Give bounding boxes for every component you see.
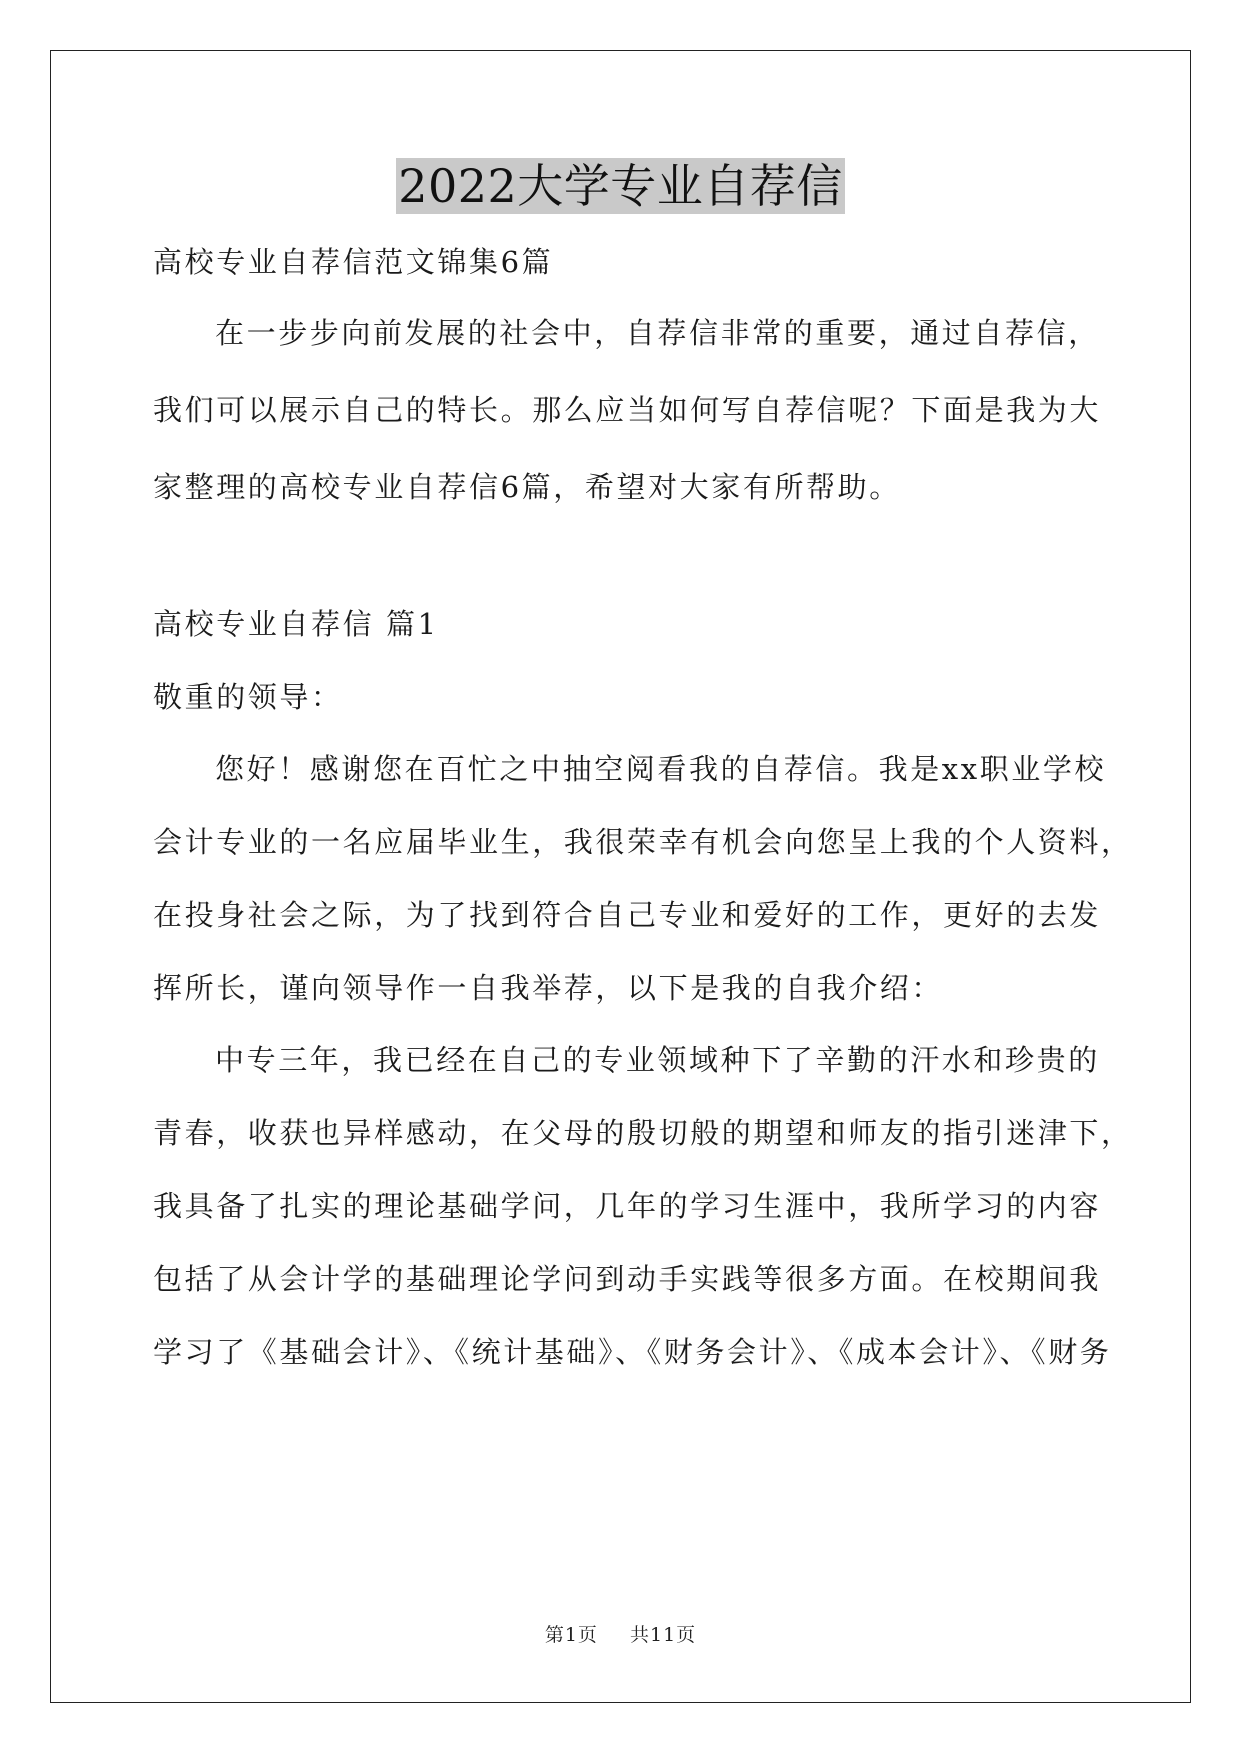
page-total: 共11页 xyxy=(630,1624,697,1646)
paragraph-2-line-3: 我具备了扎实的理论基础学问，几年的学习生涯中，我所学习的内容 xyxy=(153,1189,1102,1223)
page-number: 第1页 xyxy=(544,1624,598,1646)
intro-paragraph xyxy=(153,313,1101,544)
intro-line-3: 家整理的高校专业自荐信6篇，希望对大家有所帮助。 xyxy=(153,470,901,504)
paragraph-2-line-2: 青春，收获也异样感动，在父母的殷切般的期望和师友的指引迷津下， xyxy=(153,1116,1133,1150)
paragraph-1-line-4: 挥所长，谨向领导作一自我举荐，以下是我的自我介绍： xyxy=(153,971,944,1005)
paragraph-2-line-5: 学习了《基础会计》、《统计基础》、《财务会计》、《成本会计》、《财务 xyxy=(153,1335,1112,1369)
paragraph-1-line-2: 会计专业的一名应届毕业生，我很荣幸有机会向您呈上我的个人资料， xyxy=(153,825,1133,859)
paragraph-2-line-1: 中专三年，我已经在自己的专业领域种下了辛勤的汗水和珍贵的 xyxy=(215,1043,1100,1077)
paragraph-2 xyxy=(153,1040,1133,1405)
intro-line-2: 我们可以展示自己的特长。那么应当如何写自荐信呢？下面是我为大 xyxy=(153,393,1102,427)
paragraph-2-line-4: 包括了从会计学的基础理论学问到动手实践等很多方面。在校期间我 xyxy=(153,1262,1102,1296)
document-title: 2022大学专业自荐信 xyxy=(398,159,843,213)
paragraph-1 xyxy=(153,749,1133,1041)
title-container xyxy=(0,158,1241,214)
salutation: 敬重的领导： xyxy=(153,680,343,714)
page-footer xyxy=(0,1620,1241,1647)
paragraph-1-line-3: 在投身社会之际，为了找到符合自己专业和爱好的工作，更好的去发 xyxy=(153,898,1102,932)
section-heading: 高校专业自荐信 篇1 xyxy=(153,607,439,641)
subtitle: 高校专业自荐信范文锦集6篇 xyxy=(153,245,554,279)
paragraph-1-line-1: 您好！感谢您在百忙之中抽空阅看我的自荐信。我是xx职业学校 xyxy=(215,752,1107,786)
intro-line-1: 在一步步向前发展的社会中，自荐信非常的重要，通过自荐信， xyxy=(215,316,1100,350)
